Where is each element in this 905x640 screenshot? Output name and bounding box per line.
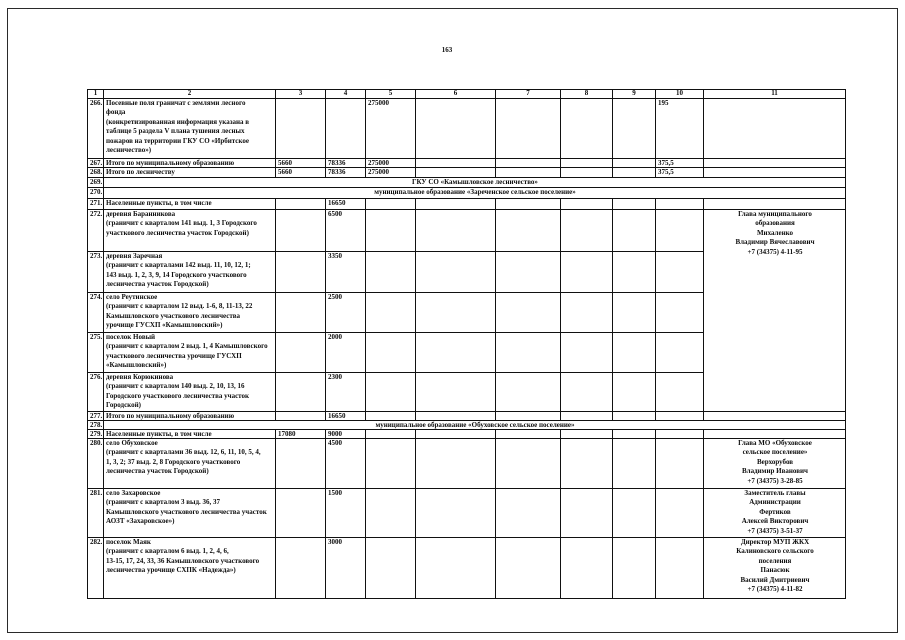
- description-line: лесничества урочище СХПК «Надежда»): [106, 566, 236, 575]
- col-10-cell: [656, 489, 704, 538]
- description-line: (граничит с кварталами 36 выд. 12, 6, 11, 10, 5, 4,: [106, 448, 261, 457]
- description-line: поселок Новый: [106, 333, 156, 341]
- col-10-cell: [656, 293, 704, 333]
- row-number: 279.: [90, 430, 103, 438]
- header-col-2: 2: [104, 90, 276, 99]
- col-9-cell: [613, 159, 656, 168]
- col-9-cell: [613, 373, 656, 412]
- description-line: участкового лесничества урочище ГУСХП: [106, 351, 242, 360]
- col-6-cell: [416, 168, 496, 178]
- col-5-cell: [366, 199, 416, 210]
- contact-line: +7 (34375) 3-51-37: [747, 526, 803, 535]
- col-3-cell: [276, 99, 326, 159]
- row-number-cell: [88, 178, 104, 188]
- data-table: [87, 89, 846, 599]
- description-line: таблице 5 раздела V плана тушения лесных: [106, 127, 245, 136]
- col-4-cell: [326, 430, 366, 439]
- col-5-cell: [366, 293, 416, 333]
- description-cell: [104, 293, 276, 333]
- col-5-cell: [366, 333, 416, 373]
- col-7-cell: [496, 210, 561, 252]
- col-4-value: 78336: [328, 168, 346, 176]
- description-line: Итого по лесничеству: [106, 168, 175, 176]
- description-line: деревня Заречная: [106, 252, 163, 260]
- header-col-6: 6: [416, 90, 496, 99]
- description-line: Городской): [106, 401, 141, 410]
- row-number: 267.: [90, 159, 103, 167]
- row-number-cell: [88, 188, 104, 199]
- contact-cell: [704, 538, 846, 599]
- contact-cell: [704, 439, 846, 489]
- col-3-cell: [276, 293, 326, 333]
- contact-line: Владимир Иванович: [742, 467, 808, 476]
- col-8-cell: [561, 412, 613, 421]
- description-cell: [104, 199, 276, 210]
- description-line: лесничество»): [106, 146, 152, 155]
- description-line: деревня Баранникова: [106, 210, 176, 218]
- col-4-cell: [326, 439, 366, 489]
- col-4-cell: [326, 159, 366, 168]
- col-6-cell: [416, 439, 496, 489]
- description-line: (граничит с кварталом 141 выд. 1, 3 Городского: [106, 219, 257, 228]
- description-line: урочище ГУСХП «Камышловский»): [106, 321, 223, 330]
- col-10-cell: [656, 373, 704, 412]
- header-col-8: 8: [561, 90, 613, 99]
- contact-line: образования: [755, 219, 795, 228]
- row-number-cell: [88, 430, 104, 439]
- col-9-cell: [613, 439, 656, 489]
- col-5-cell: [366, 430, 416, 439]
- section-row: [88, 421, 846, 430]
- description-line: 13-15, 17, 24, 33, 36 Камышловского участкового: [106, 556, 260, 565]
- col-5-value: 275000: [368, 99, 389, 107]
- col-4-cell: [326, 210, 366, 252]
- col-10-cell: [656, 538, 704, 599]
- description-line: Населенные пункты, в том числе: [106, 430, 212, 438]
- col-5-cell: [366, 373, 416, 412]
- row-number: 280.: [90, 439, 103, 447]
- description-cell: [104, 168, 276, 178]
- col-4-value: 6500: [328, 210, 342, 218]
- description-line: (конкретизированная информация указана в: [106, 117, 250, 126]
- col-4-value: 1500: [328, 489, 342, 497]
- description-cell: [104, 210, 276, 252]
- description-line: 143 выд. 1, 2, 3, 9, 14 Городского участкового: [106, 270, 247, 279]
- section-title: муниципальное образование «Зареченское сельское поселение»: [374, 188, 576, 196]
- header-col-1: 1: [88, 90, 104, 99]
- col-8-cell: [561, 430, 613, 439]
- col-6-cell: [416, 293, 496, 333]
- description-line: (граничит с кварталом 12 выд. 1-6, 8, 11-13, 22: [106, 302, 253, 311]
- col-4-value: 9000: [328, 430, 342, 438]
- contact-line: +7 (34375) 4-11-82: [747, 585, 803, 594]
- col-4-cell: [326, 99, 366, 159]
- description-cell: [104, 99, 276, 159]
- row-number-cell: [88, 210, 104, 252]
- col-9-cell: [613, 199, 656, 210]
- col-10-cell: [656, 412, 704, 421]
- col-3-value: 5660: [278, 159, 292, 167]
- row-number-cell: [88, 252, 104, 293]
- row-number-cell: [88, 489, 104, 538]
- section-title-cell: [104, 421, 846, 430]
- row-number-cell: [88, 373, 104, 412]
- col-8-cell: [561, 489, 613, 538]
- table-row: [88, 210, 846, 252]
- description-cell: [104, 439, 276, 489]
- table-row: [88, 199, 846, 210]
- description-cell: [104, 489, 276, 538]
- contact-line: Верхорубов: [756, 457, 794, 466]
- col-6-cell: [416, 99, 496, 159]
- col-10-cell: [656, 430, 704, 439]
- col-8-cell: [561, 439, 613, 489]
- description-line: Камышловского участкового лесничества: [106, 311, 241, 320]
- col-9-cell: [613, 168, 656, 178]
- col-4-value: 16650: [328, 199, 346, 207]
- col-9-cell: [613, 538, 656, 599]
- col-7-cell: [496, 99, 561, 159]
- row-number-cell: [88, 99, 104, 159]
- col-10-cell: [656, 168, 704, 178]
- col-7-cell: [496, 412, 561, 421]
- section-title-cell: [104, 188, 846, 199]
- col-3-cell: [276, 373, 326, 412]
- contact-cell: [704, 210, 846, 412]
- col-10-value: 195: [658, 99, 669, 107]
- section-title: муниципальное образование «Обуховское сельское поселение»: [375, 421, 575, 429]
- col-8-cell: [561, 373, 613, 412]
- col-5-cell: [366, 99, 416, 159]
- row-number: 276.: [90, 373, 103, 381]
- header-col-11: 11: [704, 90, 846, 99]
- col-8-cell: [561, 159, 613, 168]
- col-9-cell: [613, 210, 656, 252]
- col-4-cell: [326, 489, 366, 538]
- section-row: [88, 188, 846, 199]
- col-6-cell: [416, 489, 496, 538]
- col-6-cell: [416, 430, 496, 439]
- col-3-cell: [276, 430, 326, 439]
- contact-cell: [704, 199, 846, 210]
- description-cell: [104, 538, 276, 599]
- row-number-cell: [88, 412, 104, 421]
- col-4-cell: [326, 412, 366, 421]
- col-8-cell: [561, 199, 613, 210]
- col-10-cell: [656, 210, 704, 252]
- col-6-cell: [416, 159, 496, 168]
- col-5-cell: [366, 412, 416, 421]
- col-3-cell: [276, 159, 326, 168]
- col-9-cell: [613, 333, 656, 373]
- row-number: 269.: [90, 178, 103, 186]
- description-line: деревня Корюкинова: [106, 373, 174, 381]
- col-4-cell: [326, 333, 366, 373]
- row-number: 271.: [90, 199, 103, 207]
- contact-line: Панасюк: [760, 566, 790, 575]
- col-8-cell: [561, 293, 613, 333]
- col-4-value: 3000: [328, 538, 342, 546]
- col-9-cell: [613, 293, 656, 333]
- col-7-cell: [496, 373, 561, 412]
- description-line: фонда: [106, 108, 126, 117]
- col-7-cell: [496, 439, 561, 489]
- description-line: Итого по муниципальному образованию: [106, 412, 235, 420]
- col-3-value: 17080: [278, 430, 296, 438]
- description-line: село Захаровское: [106, 489, 161, 497]
- col-3-cell: [276, 489, 326, 538]
- col-10-cell: [656, 199, 704, 210]
- section-title: ГКУ СО «Камышловское лесничество»: [412, 178, 538, 186]
- col-6-cell: [416, 538, 496, 599]
- col-7-cell: [496, 293, 561, 333]
- col-3-cell: [276, 439, 326, 489]
- description-line: Населенные пункты, в том числе: [106, 199, 212, 207]
- contact-cell: [704, 489, 846, 538]
- col-10-cell: [656, 333, 704, 373]
- contact-cell: [704, 412, 846, 421]
- header-col-10: 10: [656, 90, 704, 99]
- col-9-cell: [613, 489, 656, 538]
- row-number: 275.: [90, 333, 103, 341]
- table-row: [88, 412, 846, 421]
- col-4-cell: [326, 168, 366, 178]
- col-5-cell: [366, 489, 416, 538]
- col-4-cell: [326, 538, 366, 599]
- row-number: 277.: [90, 412, 103, 420]
- col-3-cell: [276, 333, 326, 373]
- contact-line: Глава муниципального: [738, 210, 812, 218]
- contact-line: Администрации: [749, 498, 801, 507]
- col-4-cell: [326, 199, 366, 210]
- row-number: 282.: [90, 538, 103, 546]
- row-number: 274.: [90, 293, 103, 301]
- contact-cell: [704, 99, 846, 159]
- col-4-cell: [326, 252, 366, 293]
- description-line: Городского участкового лесничества участок: [106, 391, 250, 400]
- description-line: лесничества участок Городской): [106, 467, 209, 476]
- header-col-7: 7: [496, 90, 561, 99]
- col-4-cell: [326, 293, 366, 333]
- col-8-cell: [561, 210, 613, 252]
- contact-line: Директор МУП ЖКХ: [740, 538, 810, 546]
- col-3-cell: [276, 412, 326, 421]
- row-number-cell: [88, 199, 104, 210]
- row-number: 270.: [90, 188, 103, 196]
- description-line: Итого по муниципальному образованию: [106, 159, 235, 167]
- col-4-value: 78336: [328, 159, 346, 167]
- col-4-value: 2300: [328, 373, 342, 381]
- col-5-cell: [366, 168, 416, 178]
- col-10-cell: [656, 99, 704, 159]
- col-3-value: 5660: [278, 168, 292, 176]
- description-line: поселок Маяк: [106, 538, 151, 546]
- col-5-cell: [366, 159, 416, 168]
- row-number: 273.: [90, 252, 103, 260]
- description-cell: [104, 430, 276, 439]
- col-4-value: 3350: [328, 252, 342, 260]
- col-5-cell: [366, 252, 416, 293]
- page-number: 163: [441, 46, 453, 54]
- col-7-cell: [496, 538, 561, 599]
- description-cell: [104, 333, 276, 373]
- row-number: 281.: [90, 489, 103, 497]
- description-line: (граничит с кварталом 2 выд. 1, 4 Камышловского: [106, 342, 268, 351]
- row-number-cell: [88, 538, 104, 599]
- contact-line: Фертиков: [759, 507, 791, 516]
- col-6-cell: [416, 333, 496, 373]
- col-9-cell: [613, 430, 656, 439]
- row-number-cell: [88, 293, 104, 333]
- row-number-cell: [88, 168, 104, 178]
- section-row: [88, 178, 846, 188]
- col-10-cell: [656, 159, 704, 168]
- contact-cell: [704, 430, 846, 439]
- table-row: [88, 168, 846, 178]
- contact-line: Алексей Викторович: [741, 517, 809, 526]
- col-5-cell: [366, 210, 416, 252]
- col-3-cell: [276, 199, 326, 210]
- description-cell: [104, 373, 276, 412]
- col-4-value: 16650: [328, 412, 346, 420]
- header-col-9: 9: [613, 90, 656, 99]
- header-col-5: 5: [366, 90, 416, 99]
- contact-line: +7 (34375) 4-11-95: [747, 247, 803, 256]
- row-number-cell: [88, 159, 104, 168]
- col-8-cell: [561, 538, 613, 599]
- contact-line: Михаленко: [756, 228, 794, 237]
- row-number: 268.: [90, 168, 103, 176]
- col-6-cell: [416, 210, 496, 252]
- description-line: пожаров на территории ГКУ СО «Ирбитское: [106, 136, 249, 145]
- contact-line: поселения: [758, 556, 792, 565]
- row-number-cell: [88, 439, 104, 489]
- section-title-cell: [104, 178, 846, 188]
- table-row: [88, 99, 846, 159]
- description-line: Камышловского участкового лесничества участок: [106, 507, 267, 516]
- table-body: [88, 90, 846, 599]
- description-line: село Реутинское: [106, 293, 158, 301]
- col-5-value: 275000: [368, 159, 389, 167]
- description-line: (граничит с кварталами 142 выд. 11, 10, 12, 1;: [106, 261, 251, 270]
- table-row: [88, 430, 846, 439]
- col-9-cell: [613, 252, 656, 293]
- col-3-cell: [276, 168, 326, 178]
- col-7-cell: [496, 333, 561, 373]
- contact-cell: [704, 159, 846, 168]
- header-col-4: 4: [326, 90, 366, 99]
- description-line: село Обуховское: [106, 439, 158, 447]
- col-9-cell: [613, 412, 656, 421]
- contact-line: Глава МО «Обуховское: [738, 439, 812, 447]
- col-7-cell: [496, 168, 561, 178]
- description-line: (граничит с кварталом 3 выд. 36, 37: [106, 498, 221, 507]
- contact-line: сельское поселение»: [742, 448, 808, 457]
- contact-cell: [704, 168, 846, 178]
- col-3-cell: [276, 252, 326, 293]
- col-5-cell: [366, 439, 416, 489]
- col-6-cell: [416, 412, 496, 421]
- table-row: [88, 159, 846, 168]
- col-8-cell: [561, 333, 613, 373]
- col-8-cell: [561, 168, 613, 178]
- col-7-cell: [496, 199, 561, 210]
- col-10-cell: [656, 439, 704, 489]
- description-line: 1, 3, 2; 37 выд. 2, 8 Городского участкового: [106, 457, 241, 466]
- contact-line: Владимир Вячеславович: [735, 238, 815, 247]
- col-5-value: 275000: [368, 168, 389, 176]
- table-row: [88, 439, 846, 489]
- description-line: Посевные поля граничат с землями лесного: [106, 99, 246, 107]
- col-3-cell: [276, 538, 326, 599]
- row-number: 272.: [90, 210, 103, 218]
- col-4-value: 2000: [328, 333, 342, 341]
- col-7-cell: [496, 430, 561, 439]
- contact-line: Василий Дмитриевич: [740, 575, 810, 584]
- row-number-cell: [88, 421, 104, 430]
- col-10-cell: [656, 252, 704, 293]
- col-4-value: 2500: [328, 293, 342, 301]
- description-cell: [104, 412, 276, 421]
- description-line: участкового лесничества участок Городской): [106, 228, 249, 237]
- header-row: [88, 90, 846, 99]
- description-line: (граничит с кварталом 140 выд. 2, 10, 13, 16: [106, 382, 245, 391]
- description-line: лесничества участок Городской): [106, 280, 209, 289]
- description-cell: [104, 159, 276, 168]
- description-cell: [104, 252, 276, 293]
- contact-line: +7 (34375) 3-28-85: [747, 476, 803, 485]
- description-line: (граничит с кварталом 6 выд. 1, 2, 4, 6,: [106, 547, 229, 556]
- col-7-cell: [496, 159, 561, 168]
- col-6-cell: [416, 373, 496, 412]
- col-10-value: 375,5: [658, 168, 674, 176]
- table-row: [88, 538, 846, 599]
- col-6-cell: [416, 252, 496, 293]
- row-number-cell: [88, 333, 104, 373]
- contact-line: Заместитель главы: [744, 489, 806, 497]
- col-8-cell: [561, 252, 613, 293]
- description-line: АОЗТ «Захаровское»): [106, 517, 175, 526]
- col-6-cell: [416, 199, 496, 210]
- col-8-cell: [561, 99, 613, 159]
- row-number: 278.: [90, 421, 103, 429]
- col-7-cell: [496, 252, 561, 293]
- col-5-cell: [366, 538, 416, 599]
- col-4-cell: [326, 373, 366, 412]
- col-7-cell: [496, 489, 561, 538]
- col-10-value: 375,5: [658, 159, 674, 167]
- description-line: «Камышловский»): [106, 361, 167, 370]
- header-col-3: 3: [276, 90, 326, 99]
- row-number: 266.: [90, 99, 103, 107]
- col-9-cell: [613, 99, 656, 159]
- col-4-value: 4500: [328, 439, 342, 447]
- col-3-cell: [276, 210, 326, 252]
- table-row: [88, 489, 846, 538]
- contact-line: Калиновского сельского: [736, 547, 814, 556]
